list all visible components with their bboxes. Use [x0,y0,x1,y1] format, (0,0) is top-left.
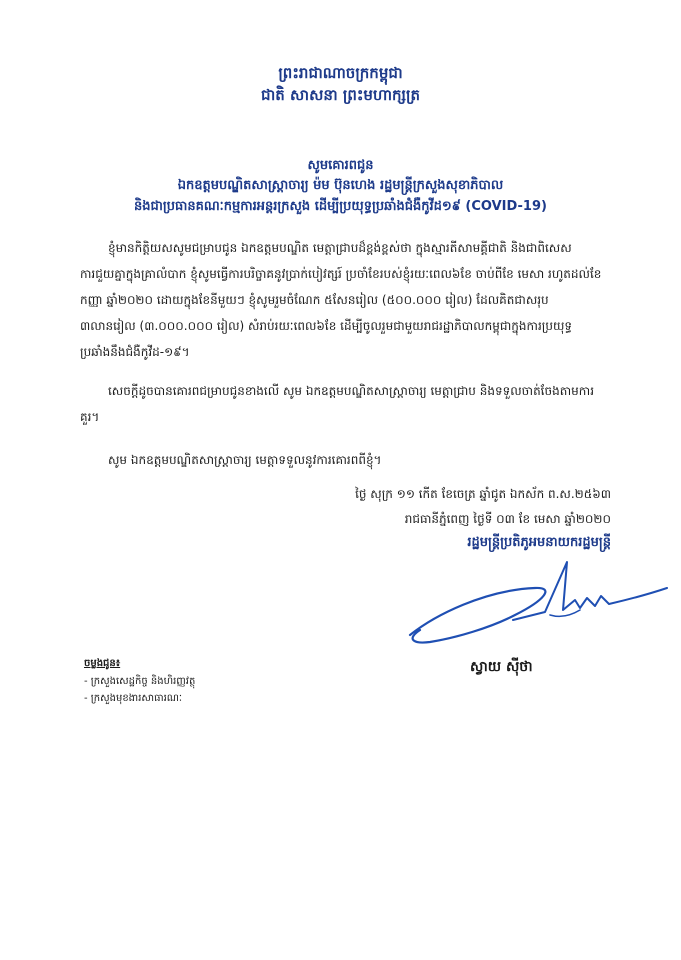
national-motto-kingdom: ព្រះរាជាណាចក្រកម្ពុជា [278,64,403,82]
lunar-date: ថ្ងៃ សុក្រ ១១ កើត ខែចេត្រ ឆ្នាំជូត ឯកស័ក ព.ស.២៥៦៣ [355,487,611,501]
signatory-name: ស្វាយ ស៊ីថា [470,659,533,675]
national-motto-nation: ជាតិ សាសនា ព្រះមហាក្សត្រ [261,86,420,104]
body-paragraph-3: សូម ឯកឧត្តមបណ្ឌិតសាស្ត្រាចារ្យ មេត្តាទទួលនូវការគោរពពីខ្ញុំ។ [108,453,382,467]
copies-title: ចម្លងជូន៖ [84,658,121,669]
salutation: សូមគោរពជូន [307,158,374,173]
copy-recipient: - ក្រសួងសេដ្ឋកិច្ច និងហិរញ្ញវត្ថុ [84,676,196,687]
handwritten-signature [395,560,675,670]
recipient-title: និងជាប្រធានគណៈកម្មការអន្តរក្រសួង ដើម្បីប្រយុទ្ធប្រឆាំងជំងឺកូវីដ១៩ (COVID-19) [134,199,547,214]
copy-recipient: - ក្រសួងមុខងារសាធារណៈ [84,693,183,704]
solar-date: រាជធានីភ្នំពេញ ថ្ងៃទី ០៣ ខែ មេសា ឆ្នាំ២០២០ [404,512,611,526]
body-paragraph-2: សេចក្តីដូចបានគោរពជម្រាបជូនខាងលើ សូម ឯកឧត្តមបណ្ឌិតសាស្ត្រាចារ្យ មេត្តាជ្រាប និងទទួលចាត់ចែងតាមការគួរ។ [80,384,594,424]
recipient-name: ឯកឧត្តមបណ្ឌិតសាស្ត្រាចារ្យ ម៉ម ប៊ុនហេង រដ្ឋមន្ត្រីក្រសួងសុខាភិបាល [177,178,504,193]
signatory-position: រដ្ឋមន្ត្រីប្រតិភូអមនាយករដ្ឋមន្ត្រី [467,535,611,550]
body-paragraph-1: ខ្ញុំមានកិត្តិយសសូមជម្រាបជូន ឯកឧត្តមបណ្ឌិត មេត្តាជ្រាបដ៏ខ្ពង់ខ្ពស់ថា ក្នុងស្មារតីសាមគ្គីជាតិ និងជាពិសេសការជួយគ្នាក្នុងគ្រាលំបាក ខ្ញុំសូមធ្វើការបរិច្ចាគនូវប្រាក់បៀវត្សរ៍ ប្រចាំខែរបស់ខ្ញុំរយៈពេល៦ខែ ចាប់ពីខែ មេសា រហូតដល់ខែ កញ្ញា ឆ្នាំ២០២០ ដោយក្នុងខែនីមួយៗ ខ្ញុំសូមរួមចំណែក ៥សែនរៀល (៥០០.០០០ រៀល) ដែលគិតជាសរុប ៣លានរៀល (៣.០០០.០០០ រៀល) សំរាប់រយៈពេល៦ខែ ដើម្បីចូលរួមជាមួយរាជរដ្ឋាភិបាលកម្ពុជាក្នុងការប្រយុទ្ធប្រឆាំងនឹងជំងឺកូវីដ-១៩។ [80,241,602,359]
